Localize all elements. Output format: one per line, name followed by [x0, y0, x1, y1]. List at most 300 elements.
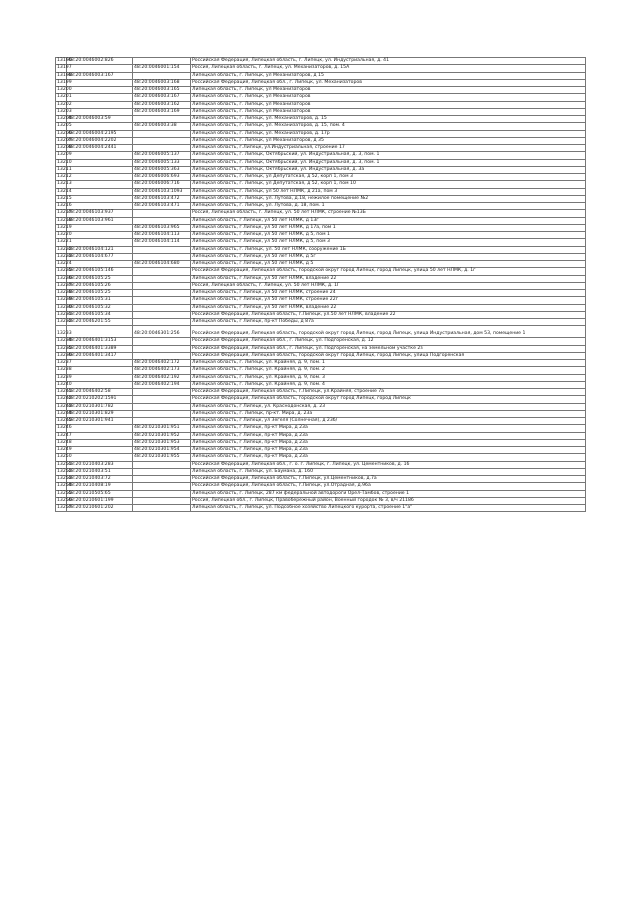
table-row — [56, 326, 586, 338]
sub-cadastral-number-cell[interactable] — [133, 145, 191, 152]
sub-cadastral-number-cell[interactable]: 48:20:0210301:952 — [133, 432, 191, 439]
address-cell[interactable]: Липецкая область, г. Липецк, ул. Лутова, д. 18, пом. 1 — [191, 203, 586, 210]
sub-cadastral-number-cell[interactable] — [133, 275, 191, 282]
cadastral-number-cell[interactable]: 48:20:0046201:55 — [67, 319, 133, 326]
row-number-cell[interactable]: 13253 — [57, 476, 72, 481]
table-row — [56, 396, 586, 403]
table-row — [56, 137, 586, 144]
sub-cadastral-number-cell[interactable] — [133, 468, 191, 475]
cadastral-number-cell[interactable]: 48:20:0210408:19 — [67, 483, 133, 490]
row-number-cell[interactable]: 13243 — [57, 403, 72, 409]
table-row — [56, 468, 586, 475]
cadastral-number-cell[interactable] — [67, 360, 133, 367]
address-cell[interactable]: Липецкая область, г. Липецк, ул Механизаторов, д 35 — [191, 137, 586, 144]
address-cell[interactable]: Россия, Липецкая область, г. Липецк, ул. 50 лет НЛМК, строение №13Б — [191, 210, 586, 217]
sub-cadastral-number-cell[interactable]: 48:20:0046003:38 — [133, 123, 191, 130]
table-row — [56, 65, 586, 72]
address-cell[interactable]: Российская Федерация, Липецкая область, городской округ город Липецк, город Липецк, улица 50 лет НЛМК, д. 1г — [191, 268, 586, 275]
address-cell[interactable]: Липецкая область, г. Липецк, Октябрьский, ул. Индустриальная, д. 3, пом. 1 — [191, 159, 586, 166]
cadastral-number-cell[interactable]: 48:20:0046105:25 — [67, 290, 133, 297]
cadastral-number-cell[interactable]: 48:20:0046105:146 — [67, 268, 133, 275]
row-number-cell[interactable]: 13251 — [57, 461, 72, 467]
address-cell[interactable]: Липецкая область, г Липецк, ул 50 лет НЛМК, владение 22 — [191, 275, 586, 282]
row-number-cell[interactable]: 13227 — [57, 282, 72, 288]
row-number-cell[interactable]: 13232 — [57, 319, 72, 324]
row-number-cell[interactable]: 13197 — [57, 65, 72, 71]
table-row — [56, 72, 586, 79]
cadastral-number-cell[interactable] — [67, 425, 133, 432]
table-row — [56, 268, 586, 275]
row-number-cell[interactable]: 13196 — [57, 58, 72, 63]
row-number-cell[interactable]: 13237 — [57, 360, 72, 365]
sub-cadastral-number-cell[interactable]: 48:20:0046104:680 — [133, 261, 191, 268]
address-cell[interactable]: Липецкая область, г Липецк, ул 50 лет НЛМК, строение 24 — [191, 290, 586, 297]
address-cell[interactable]: Липецкая область, г. Липецк, ул Механизаторов — [191, 87, 586, 94]
address-cell[interactable]: Липецкая область, г. Липецк, ул. 50 лет НЛМК, сооружение 1Б — [191, 246, 586, 253]
address-cell[interactable]: Липецкая область, г Липецк, пр-кт Мира, д 23а — [191, 425, 586, 432]
address-cell[interactable]: Россия, Липецкая область, г. Липецк, ул. 50 лет НЛМК, д. 1Г — [191, 282, 586, 289]
address-cell[interactable]: Липецкая область, г. Липецк, ул. Крайняя, д. 9, пом. 1 — [191, 360, 586, 367]
sub-cadastral-number-cell[interactable] — [133, 352, 191, 359]
row-number-cell[interactable]: 13257 — [57, 505, 72, 510]
sub-cadastral-number-cell[interactable] — [133, 396, 191, 403]
address-cell[interactable]: Липецкая область, г Липецк, ул 50 лет НЛМК, д 5г — [191, 253, 586, 260]
sub-cadastral-number-cell[interactable]: 48:20:0046006:716 — [133, 181, 191, 188]
address-cell[interactable]: Липецкая область, г Липецк, ул 50 лет НЛМК, д 5, пом 1 — [191, 232, 586, 239]
row-number-cell[interactable]: 13198 — [57, 72, 72, 78]
sub-cadastral-number-cell[interactable]: 48:20:0046301:256 — [133, 326, 191, 338]
address-cell[interactable]: Липецкая область, г. Липецк, ул. Механизаторов, д. 15, пом. 4 — [191, 123, 586, 130]
table-row — [56, 275, 586, 282]
table-row — [56, 101, 586, 108]
table-row — [56, 145, 586, 152]
sub-cadastral-number-cell[interactable] — [133, 319, 191, 326]
table-row — [56, 282, 586, 289]
table-row — [56, 345, 586, 352]
sub-cadastral-number-cell[interactable]: 48:20:0046402:173 — [133, 367, 191, 374]
row-number-cell[interactable]: 13204 — [57, 116, 72, 121]
row-number-cell[interactable]: 13205 — [57, 123, 72, 129]
cadastral-number-cell[interactable]: 48:20:0210301:782 — [67, 403, 133, 410]
sub-cadastral-number-cell[interactable]: 48:20:0046005:137 — [133, 152, 191, 159]
cadastral-number-cell[interactable] — [67, 439, 133, 446]
row-number-cell[interactable]: 13239 — [57, 374, 72, 380]
row-number-cell[interactable]: 13233 — [56, 326, 67, 338]
sub-cadastral-number-cell[interactable]: 48:20:0210301:954 — [133, 447, 191, 454]
row-number-cell[interactable]: 13212 — [57, 174, 72, 179]
table-row — [56, 360, 586, 367]
cadastral-number-cell[interactable]: 48:20:0210601:199 — [67, 497, 133, 504]
table-row — [56, 418, 586, 425]
row-number-cell[interactable]: 13217 — [57, 210, 72, 216]
address-cell[interactable]: Липецкая область, г. Липецк, Октябрьский, ул. Индустриальная, д. 3, пом. 1 — [191, 152, 586, 159]
row-number-cell[interactable]: 13206 — [57, 130, 72, 136]
row-number-cell[interactable]: 13213 — [57, 181, 72, 187]
cadastral-number-cell[interactable]: 48:20:0210202:1591 — [67, 396, 133, 403]
cadastral-number-cell[interactable]: 48:20:0046105:25 — [67, 275, 133, 282]
address-cell[interactable]: Российская Федерация, Липецкая обл., г. Липецк, ул. Подгоренская, на земельном участке 2з — [191, 345, 586, 352]
row-number-cell[interactable]: 13230 — [57, 304, 72, 310]
cadastral-number-cell[interactable] — [67, 65, 133, 72]
sub-cadastral-number-cell[interactable]: 48:20:0046001:154 — [133, 65, 191, 72]
cadastral-number-cell[interactable]: 48:20:0046402:58 — [67, 389, 133, 396]
address-cell[interactable]: Липецкая область, г. Липецк, пр-кт. Мира, д. 23а — [191, 410, 586, 417]
sub-cadastral-number-cell[interactable]: 48:20:0210301:953 — [133, 439, 191, 446]
table-row — [56, 232, 586, 239]
sub-cadastral-number-cell[interactable] — [133, 116, 191, 123]
cadastral-number-cell[interactable] — [67, 224, 133, 231]
cadastral-number-cell[interactable]: 48:20:0046105:31 — [67, 297, 133, 304]
spreadsheet-page — [55, 57, 585, 512]
table-row — [56, 403, 586, 410]
cadastral-number-cell[interactable] — [67, 447, 133, 454]
sub-cadastral-number-cell[interactable]: 48:20:0046003:169 — [133, 108, 191, 115]
cadastral-number-cell[interactable]: 48:20:0046104:121 — [67, 246, 133, 253]
cadastral-number-cell[interactable] — [67, 159, 133, 166]
sub-cadastral-number-cell[interactable] — [133, 72, 191, 79]
cadastral-number-cell[interactable] — [67, 232, 133, 239]
sub-cadastral-number-cell[interactable] — [133, 137, 191, 144]
table-row — [56, 367, 586, 374]
cadastral-number-cell[interactable]: 48:20:0046401:3153 — [67, 338, 133, 345]
row-number-cell[interactable]: 13215 — [57, 195, 72, 201]
address-cell[interactable]: Липецкая область, г Липецк, ул. Краснодонская, д. 23 — [191, 403, 586, 410]
cadastral-number-cell[interactable]: 48:20:0210601:202 — [67, 505, 133, 512]
row-number-cell[interactable]: 13200 — [57, 87, 72, 92]
address-cell[interactable]: Липецкая область, г. Липецк, ул Механизаторов, д 15 — [191, 72, 586, 79]
row-number-cell[interactable]: 13248 — [57, 439, 72, 445]
sub-cadastral-number-cell[interactable] — [133, 217, 191, 224]
table-row — [56, 166, 586, 173]
address-cell[interactable]: Липецкая область, г. Липецк, ул. Механизаторов, д. 17р — [191, 130, 586, 137]
cadastral-number-cell[interactable] — [67, 326, 133, 338]
table-row — [56, 447, 586, 454]
address-cell[interactable]: Липецкая область, г. Липецк, ул. Лутова, д.18, нежилое помещение №2 — [191, 195, 586, 202]
table-row — [56, 130, 586, 137]
sub-cadastral-number-cell[interactable] — [133, 268, 191, 275]
address-cell[interactable]: Российская Федерация, Липецкая область, городской округ город Липецк, город Липецк — [191, 396, 586, 403]
sub-cadastral-number-cell[interactable] — [133, 461, 191, 468]
address-cell[interactable]: Липецкая область, г. Липецк, ул 50 лет НЛМК, д 21а, пом 3 — [191, 188, 586, 195]
cadastral-number-cell[interactable]: 48:20:0210403:283 — [67, 461, 133, 468]
row-number-cell[interactable]: 13201 — [57, 94, 72, 100]
address-cell[interactable]: Российская Федерация, Липецкая область, г.Липецк, ул.Отрадная, д.96а — [191, 483, 586, 490]
table-row — [56, 174, 586, 181]
address-cell[interactable]: Липецкая область, г Липецк, ул Зегеля (Солнечная), д 23б/ — [191, 418, 586, 425]
sub-cadastral-number-cell[interactable]: 48:20:0046003:162 — [133, 101, 191, 108]
address-cell[interactable]: Российская Федерация, Липецкая область, городской округ город Липецк, город Липецк, улица Индустриальная, дом 53, помещение 1 — [191, 326, 586, 338]
address-cell[interactable]: Липецкая область, г Липецк, пр-кт Мира, д 23а — [191, 439, 586, 446]
address-cell[interactable]: Липецкая область, г. Липецк, ул. Бауманa, д. 160 — [191, 468, 586, 475]
address-cell[interactable]: Российская Федерация, Липецкая область, г.Липецк, ул.Цементников, д.7а — [191, 476, 586, 483]
cadastral-number-cell[interactable]: 48:20:0046105:26 — [67, 282, 133, 289]
address-cell[interactable]: Липецкая область, г. Липецк, ул Депутатская, д 52, корп 1, пом 3 — [191, 174, 586, 181]
table-row — [56, 483, 586, 490]
cadastral-number-cell[interactable] — [67, 79, 133, 86]
sub-cadastral-number-cell[interactable] — [133, 476, 191, 483]
row-number-cell[interactable]: 13214 — [57, 188, 72, 194]
sub-cadastral-number-cell[interactable] — [133, 345, 191, 352]
row-number-cell[interactable]: 13242 — [57, 396, 72, 402]
cadastral-number-cell[interactable] — [67, 181, 133, 188]
sub-cadastral-number-cell[interactable]: 48:20:0046005:133 — [133, 159, 191, 166]
address-cell[interactable]: Липецкая область, г. Липецк, ул. Крайняя, д. 9, пом. 2 — [191, 367, 586, 374]
sub-cadastral-number-cell[interactable]: 48:20:0210301:955 — [133, 454, 191, 461]
cadastral-number-cell[interactable] — [67, 108, 133, 115]
row-number-cell[interactable]: 13202 — [57, 101, 72, 107]
row-number-cell[interactable]: 13240 — [57, 381, 72, 387]
cadastral-number-cell[interactable] — [67, 94, 133, 101]
row-number-cell[interactable]: 13255 — [57, 490, 72, 496]
row-number-cell[interactable]: 13254 — [57, 483, 72, 489]
sub-cadastral-number-cell[interactable]: 48:20:0046104:114 — [133, 239, 191, 246]
address-cell[interactable]: Липецкая область, г Липецк, ул 50 лет НЛМК, владение 22 — [191, 304, 586, 311]
table-row — [56, 188, 586, 195]
row-number-cell[interactable]: 13219 — [57, 224, 72, 230]
row-number-cell[interactable]: 13235 — [57, 345, 72, 351]
address-cell[interactable]: Липецкая область, г Липецк, пр-кт Победы, д 87а — [191, 319, 586, 326]
address-cell[interactable]: Российская Федерация, Липецкая область, городской округ город Липецк, город Липецк, улица Подгоренская — [191, 352, 586, 359]
sub-cadastral-number-cell[interactable] — [133, 497, 191, 504]
cadastral-number-cell[interactable]: 48:20:0210505:65 — [67, 490, 133, 497]
address-cell[interactable]: Липецкая область, г. Липецк, ул Депутатская, д 52, корп 1, пом 10 — [191, 181, 586, 188]
sub-cadastral-number-cell[interactable] — [133, 282, 191, 289]
table-row — [56, 311, 586, 318]
row-number-cell[interactable]: 13241 — [57, 389, 72, 394]
cadastral-number-cell[interactable]: 48:20:0210403:51 — [67, 468, 133, 475]
row-number-cell[interactable]: 13223 — [57, 253, 72, 259]
row-number-cell[interactable]: 13244 — [57, 410, 72, 416]
table-row — [56, 425, 586, 432]
row-number-cell[interactable]: 13225 — [57, 268, 72, 274]
sub-cadastral-number-cell[interactable] — [133, 297, 191, 304]
cadastral-number-cell[interactable] — [67, 87, 133, 94]
sub-cadastral-number-cell[interactable] — [133, 338, 191, 345]
sub-cadastral-number-cell[interactable]: 48:20:0046103:965 — [133, 224, 191, 231]
sub-cadastral-number-cell[interactable] — [133, 483, 191, 490]
table-row — [56, 253, 586, 260]
cadastral-number-cell[interactable] — [67, 239, 133, 246]
table-row — [56, 152, 586, 159]
table-row — [56, 261, 586, 268]
address-cell[interactable]: Российская Федерация, Липецкая обл., г. Липецк, ул. Механизаторов — [191, 79, 586, 86]
row-number-cell[interactable]: 13245 — [57, 418, 72, 423]
address-cell[interactable]: Липецкая область, г Липецк, ул 50 лет НЛМК, д 5 — [191, 261, 586, 268]
sub-cadastral-number-cell[interactable] — [133, 311, 191, 318]
cadastral-number-cell[interactable] — [67, 454, 133, 461]
table-row — [56, 338, 586, 345]
row-number-cell[interactable]: 13211 — [57, 166, 72, 172]
address-cell[interactable]: Липецкая область, г Липецк, ул 50 лет НЛМК, д 13г — [191, 217, 586, 224]
address-cell[interactable]: Липецкая область, г. Липецк, ул Механизаторов — [191, 94, 586, 101]
address-cell[interactable]: Российская Федерация, Липецкая обл., г. о. г. Липецк, г. Липецк, ул. Цементников, д. 16 — [191, 461, 586, 468]
cadastral-number-cell[interactable]: 48:20:0046004:2202 — [67, 137, 133, 144]
address-cell[interactable]: Российская Федерация, Липецкая область, г. Липецк, ул. Индустриальная, д. 41 — [191, 58, 586, 65]
cadastral-number-cell[interactable]: 48:20:0210301:829 — [67, 410, 133, 417]
address-cell[interactable]: Россия, Липецкая область, г. Липецк, ул. Механизаторов, д. 15А — [191, 65, 586, 72]
cadastral-number-cell[interactable] — [67, 152, 133, 159]
cadastral-number-cell[interactable]: 48:20:0046002:826 — [67, 58, 133, 65]
table-row — [56, 210, 586, 217]
sub-cadastral-number-cell[interactable] — [133, 210, 191, 217]
sub-cadastral-number-cell[interactable]: 48:20:0046005:363 — [133, 166, 191, 173]
row-number-cell[interactable]: 13226 — [57, 275, 72, 281]
row-number-cell[interactable]: 13250 — [57, 454, 72, 460]
sub-cadastral-number-cell[interactable]: 48:20:0046003:165 — [133, 87, 191, 94]
cadastral-number-cell[interactable]: 48:20:0046104:677 — [67, 253, 133, 260]
row-number-cell[interactable]: 13216 — [57, 203, 72, 208]
row-number-cell[interactable]: 13249 — [57, 447, 72, 452]
row-number-cell[interactable]: 13203 — [57, 108, 72, 114]
table-row — [56, 123, 586, 130]
cadastral-number-cell[interactable] — [67, 101, 133, 108]
cadastral-number-cell[interactable] — [67, 174, 133, 181]
cadastral-number-cell[interactable]: 48:20:0046004:2441 — [67, 145, 133, 152]
address-cell[interactable]: Липецкая область, г Липецк, пр-кт Мира, д 23а — [191, 454, 586, 461]
cadastral-number-cell[interactable]: 48:20:0046003:59 — [67, 116, 133, 123]
address-cell[interactable]: Липецкая область, г Липецк, ул 50 лет НЛМК, д 5, пом 3 — [191, 239, 586, 246]
address-cell[interactable]: Липецкая область, г Липецк, ул 50 лет НЛМК, строение 22г — [191, 297, 586, 304]
cadastral-number-cell[interactable] — [67, 381, 133, 388]
row-number-cell[interactable]: 13220 — [57, 232, 72, 237]
table-row — [56, 94, 586, 101]
table-row — [56, 432, 586, 439]
sub-cadastral-number-cell[interactable] — [133, 410, 191, 417]
cadastral-number-cell[interactable] — [67, 261, 133, 268]
row-number-cell[interactable]: 13218 — [57, 217, 72, 223]
sub-cadastral-number-cell[interactable] — [133, 290, 191, 297]
table-row — [56, 304, 586, 311]
table-row — [56, 58, 586, 65]
sub-cadastral-number-cell[interactable] — [133, 253, 191, 260]
sub-cadastral-number-cell[interactable] — [133, 130, 191, 137]
sub-cadastral-number-cell[interactable]: 48:20:0046402:172 — [133, 360, 191, 367]
sub-cadastral-number-cell[interactable] — [133, 403, 191, 410]
row-number-cell[interactable]: 13231 — [57, 311, 72, 317]
table-row — [56, 381, 586, 388]
sub-cadastral-number-cell[interactable] — [133, 389, 191, 396]
cadastral-number-cell[interactable] — [67, 374, 133, 381]
row-number-cell[interactable]: 13228 — [57, 290, 72, 295]
row-number-cell[interactable]: 13208 — [57, 145, 72, 150]
row-number-cell[interactable]: 13246 — [57, 425, 72, 431]
cadastral-number-cell[interactable]: 48:20:0046401:3417 — [67, 352, 133, 359]
table-row — [56, 454, 586, 461]
sub-cadastral-number-cell[interactable]: 48:20:0046103:471 — [133, 203, 191, 210]
cadastral-number-cell[interactable]: 48:20:0046103:937 — [67, 210, 133, 217]
cadastral-number-cell[interactable] — [67, 166, 133, 173]
address-cell[interactable]: Российская Федерация, Липецкая область, г.Липецк, ул.Крайняя, строение 7а — [191, 389, 586, 396]
row-number-cell[interactable]: 13210 — [57, 159, 72, 165]
sub-cadastral-number-cell[interactable]: 48:20:0046103:472 — [133, 195, 191, 202]
row-number-cell[interactable]: 13247 — [57, 432, 72, 438]
cadastral-number-cell[interactable]: 48:20:0046401:3389 — [67, 345, 133, 352]
table-row — [56, 195, 586, 202]
cadastral-number-cell[interactable]: 48:20:0046103:961 — [67, 217, 133, 224]
address-cell[interactable]: Липецкая область, г. Липецк, 287 км федеральной автодороги Орел-Тамбов, строение 1 — [191, 490, 586, 497]
cadastral-number-cell[interactable] — [67, 203, 133, 210]
cadastral-number-cell[interactable] — [67, 367, 133, 374]
address-cell[interactable]: Липецкая область, г. Липецк, ул Механизаторов — [191, 108, 586, 115]
address-cell[interactable]: Липецкая область, г. Липецк, ул Механизаторов — [191, 101, 586, 108]
address-cell[interactable]: Липецкая область, г. Липецк, Октябрьский, ул. Индустриальная, д. 3а — [191, 166, 586, 173]
address-cell[interactable]: Липецкая область, г Липецк, ул 50 лет НЛМК, д 17а, пом 1 — [191, 224, 586, 231]
sub-cadastral-number-cell[interactable] — [133, 490, 191, 497]
address-cell[interactable]: Липецкая область, г.Липецк, ул.Индустриальная, строение 17 — [191, 145, 586, 152]
cadastral-number-cell[interactable] — [67, 432, 133, 439]
table-row — [56, 159, 586, 166]
row-number-cell[interactable]: 13234 — [57, 338, 72, 344]
cadastral-number-cell[interactable]: 48:20:0210301:941 — [67, 418, 133, 425]
address-cell[interactable]: Россия, Липецкая обл., г. Липецк, Правобережный район, Военный городок № 3, в/ч 21186 — [191, 497, 586, 504]
table-row — [56, 203, 586, 210]
table-row — [56, 410, 586, 417]
address-cell[interactable]: Липецкая область, г Липецк, пр-кт Мира, д 23а — [191, 447, 586, 454]
address-cell[interactable]: Липецкая область, г Липецк, пр-кт Мира, д 23а — [191, 432, 586, 439]
sub-cadastral-number-cell[interactable] — [133, 246, 191, 253]
row-number-cell[interactable]: 13199 — [57, 79, 72, 85]
row-number-cell[interactable]: 13238 — [57, 367, 72, 373]
cadastral-number-cell[interactable] — [67, 123, 133, 130]
address-cell[interactable]: Липецкая область, г. Липецк, ул. Крайняя, д. 9, пом. 3 — [191, 374, 586, 381]
sub-cadastral-number-cell[interactable]: 48:20:0046003:167 — [133, 94, 191, 101]
address-cell[interactable]: Липецкая область, г. Липецк, ул. Крайняя, д. 9, пом. 4 — [191, 381, 586, 388]
cadastral-number-cell[interactable]: 48:20:0046003:167 — [67, 72, 133, 79]
cadastral-number-cell[interactable]: 48:20:0210403:72 — [67, 476, 133, 483]
table-row — [56, 87, 586, 94]
row-number-cell[interactable]: 13224 — [57, 261, 72, 266]
row-number-cell[interactable]: 13252 — [57, 468, 72, 474]
row-number-cell[interactable]: 13221 — [57, 239, 72, 245]
table-row — [56, 297, 586, 304]
table-row — [56, 108, 586, 115]
row-number-cell[interactable]: 13222 — [57, 246, 72, 252]
sub-cadastral-number-cell[interactable] — [133, 418, 191, 425]
table-row — [56, 224, 586, 231]
address-cell[interactable]: Российская Федерация, Липецкая область, г.Липецк, ул.50 лет НЛМК, владение 22 — [191, 311, 586, 318]
sub-cadastral-number-cell[interactable]: 48:20:0210301:951 — [133, 425, 191, 432]
row-number-cell[interactable]: 13229 — [57, 297, 72, 303]
row-number-cell[interactable]: 13236 — [57, 352, 72, 358]
row-number-cell[interactable]: 13256 — [57, 497, 72, 503]
sub-cadastral-number-cell[interactable]: 48:20:0046402:194 — [133, 381, 191, 388]
address-cell[interactable]: Липецкая область, г. Липецк, ул. Механизаторов, д. 15 — [191, 116, 586, 123]
cadastral-number-cell[interactable] — [67, 188, 133, 195]
sub-cadastral-number-cell[interactable] — [133, 505, 191, 512]
table-row — [56, 497, 586, 504]
row-number-cell[interactable]: 13207 — [57, 137, 72, 143]
table-row — [56, 181, 586, 188]
table-row — [56, 319, 586, 326]
table-row — [56, 490, 586, 497]
address-cell[interactable]: Российская Федерация, Липецкая обл., г. Липецк, ул. Подгоренская, д. 12 — [191, 338, 586, 345]
row-number-cell[interactable]: 13209 — [57, 152, 72, 158]
cadastral-number-cell[interactable]: 48:20:0046004:2195 — [67, 130, 133, 137]
sub-cadastral-number-cell[interactable]: 48:20:0046006:693 — [133, 174, 191, 181]
sub-cadastral-number-cell[interactable]: 48:20:0046103:1093 — [133, 188, 191, 195]
cadastral-number-cell[interactable]: 48:20:0046105:32 — [67, 304, 133, 311]
address-cell[interactable]: Липецкая область, г. Липецк, ул. Подсобное хозяйство Липецкого курорта, строение 1"а" — [191, 505, 586, 512]
table-row — [56, 461, 586, 468]
table-body — [56, 58, 586, 512]
cadastral-number-cell[interactable] — [67, 195, 133, 202]
sub-cadastral-number-cell[interactable] — [133, 58, 191, 65]
sub-cadastral-number-cell[interactable]: 48:20:0046402:192 — [133, 374, 191, 381]
sub-cadastral-number-cell[interactable]: 48:20:0046104:113 — [133, 232, 191, 239]
cadastral-number-cell[interactable]: 48:20:0046105:34 — [67, 311, 133, 318]
sub-cadastral-number-cell[interactable] — [133, 304, 191, 311]
sub-cadastral-number-cell[interactable]: 48:20:0046003:168 — [133, 79, 191, 86]
